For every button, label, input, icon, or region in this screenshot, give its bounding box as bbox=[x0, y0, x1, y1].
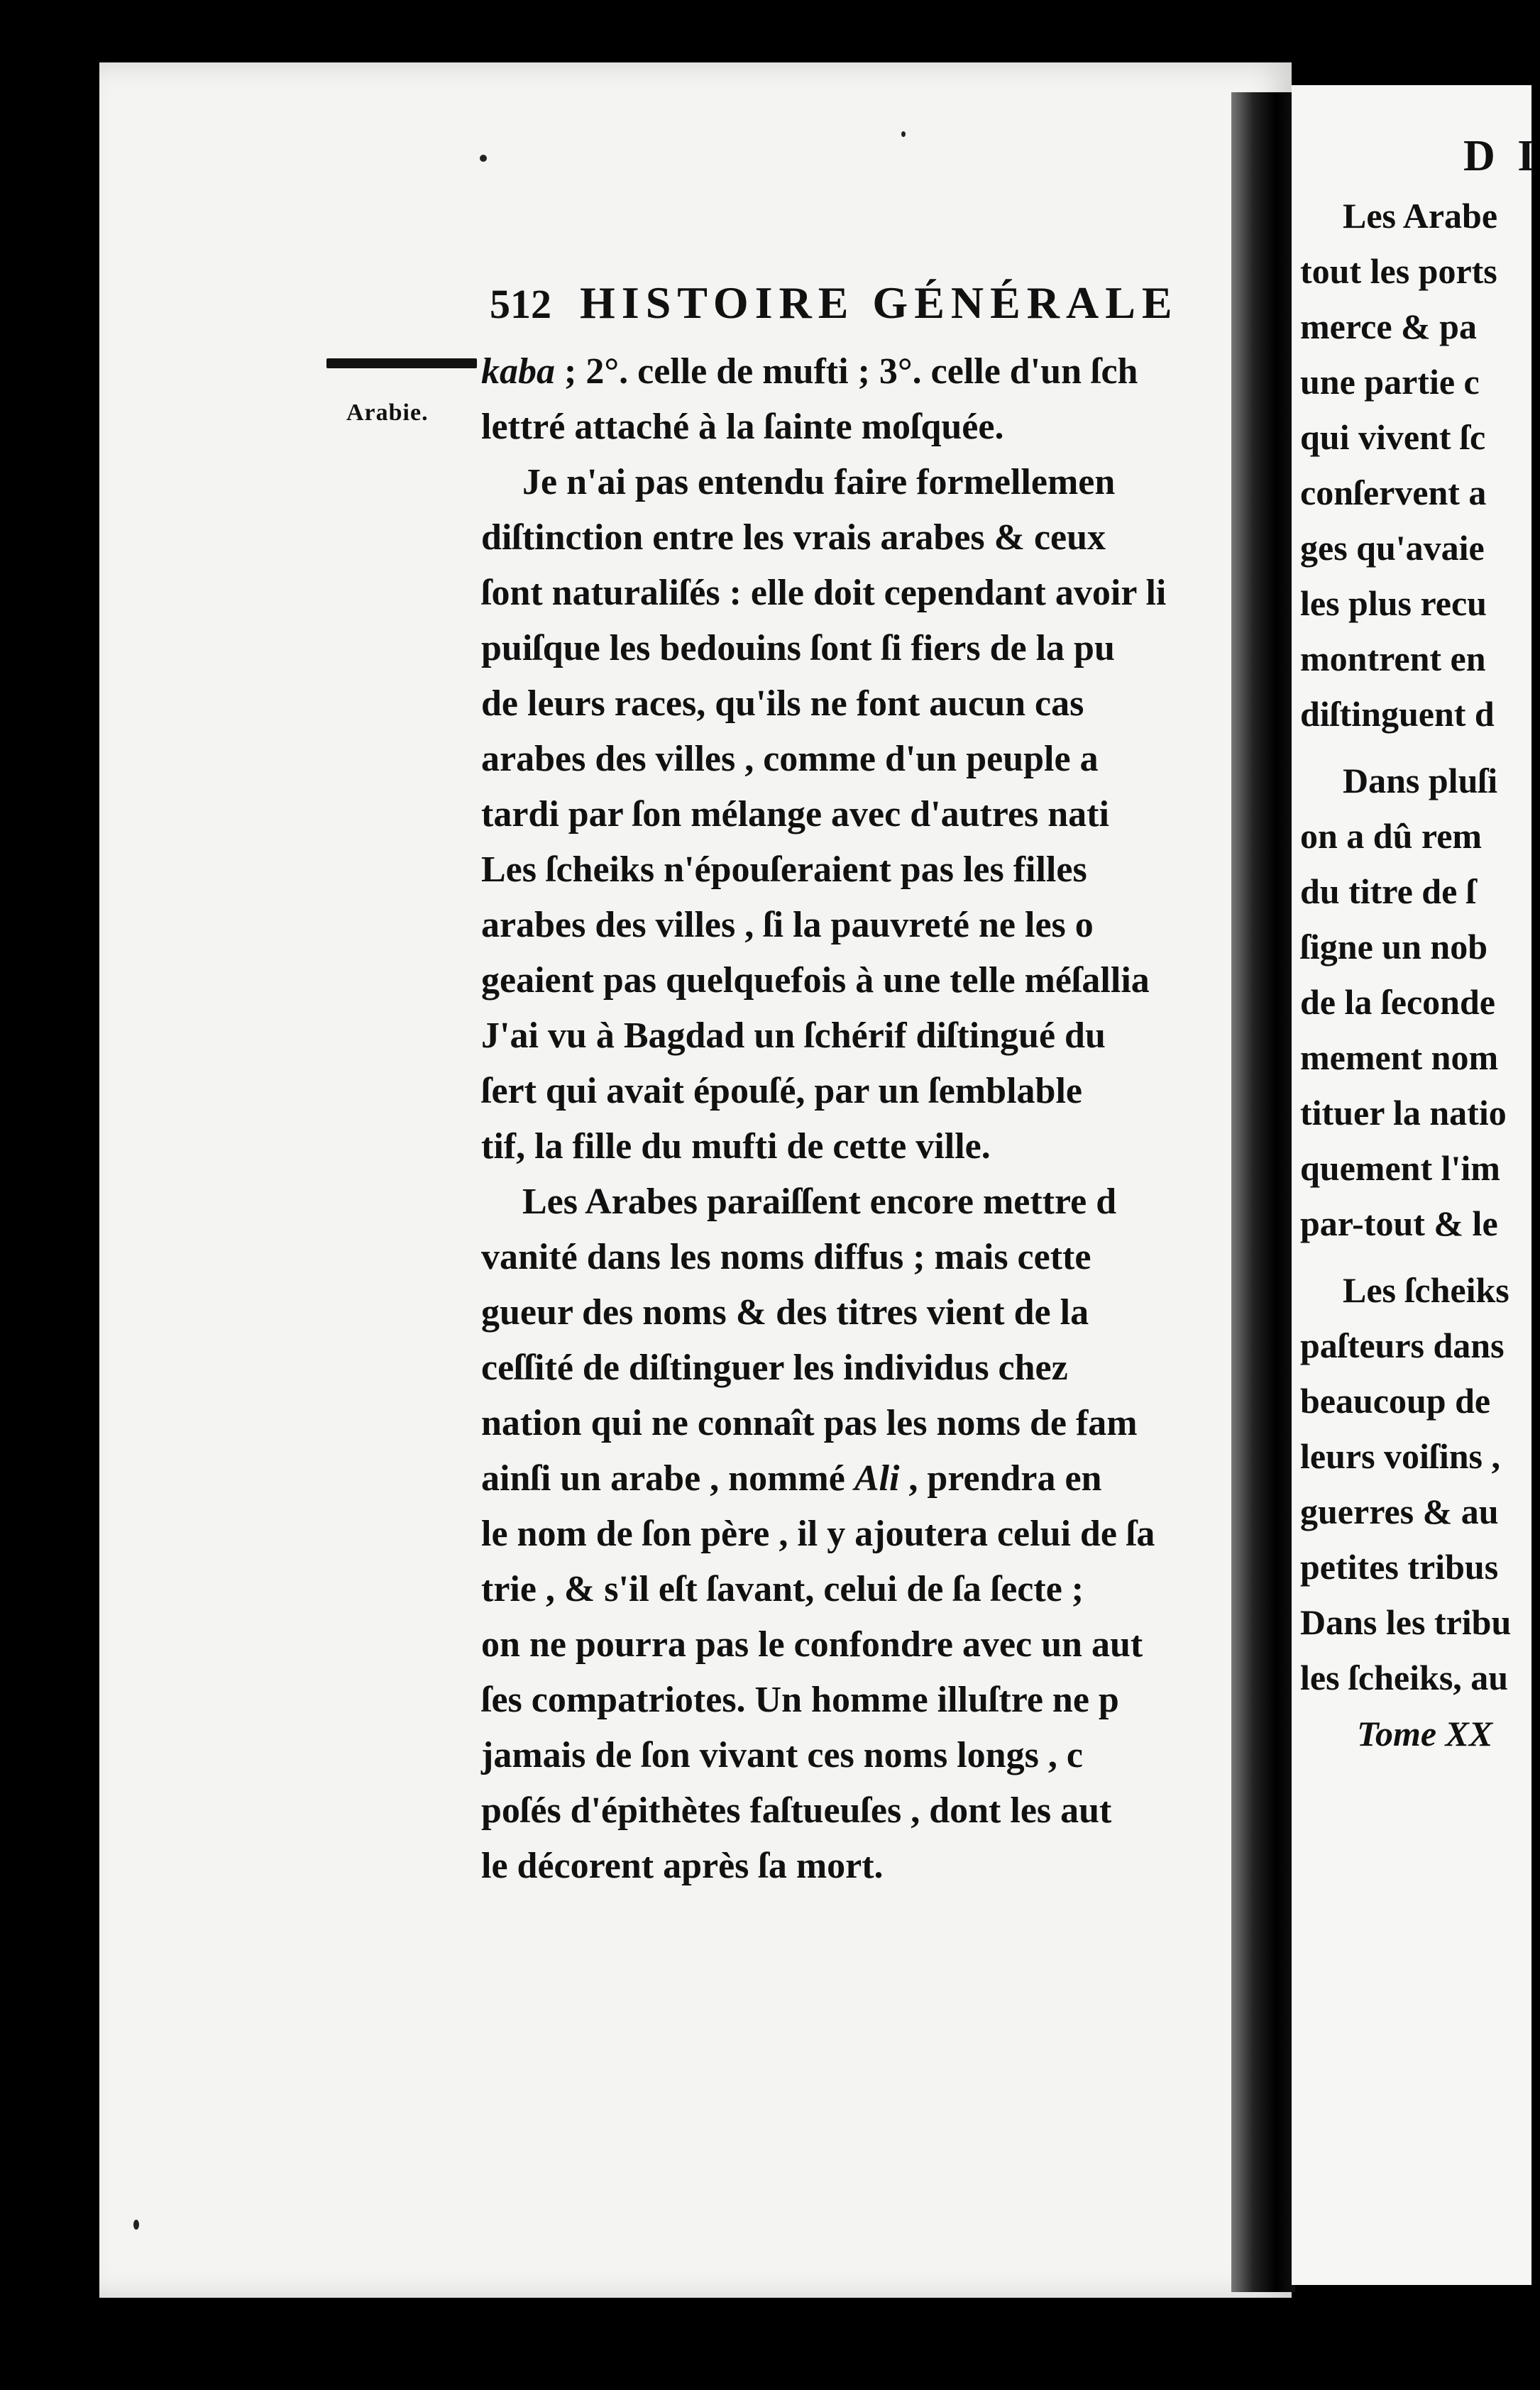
text-segment: arabes des villes , comme d'un peuple a bbox=[481, 739, 1099, 779]
text-line bbox=[481, 621, 1276, 676]
text-segment: Les ſcheiks n'épouſeraient pas les filles bbox=[481, 849, 1087, 890]
right-text-line: tituer la natio bbox=[1300, 1093, 1507, 1133]
ink-speck bbox=[901, 131, 906, 137]
text-segment: on ne pourra pas le confondre avec un aut bbox=[481, 1624, 1143, 1665]
text-segment: tardi par ſon mélange avec d'autres nati bbox=[481, 794, 1109, 835]
text-line bbox=[481, 1174, 1276, 1230]
text-line bbox=[481, 1285, 1276, 1340]
right-text-line: du titre de ſ bbox=[1300, 871, 1476, 911]
text-segment: diſtinction entre les vrais arabes & ceux bbox=[481, 517, 1106, 558]
right-text-line: par-tout & le bbox=[1300, 1204, 1498, 1243]
right-text-line: on a dû rem bbox=[1300, 816, 1483, 856]
right-running-title: D I bbox=[1463, 132, 1540, 180]
text-line bbox=[481, 1119, 1276, 1174]
text-line bbox=[481, 1340, 1276, 1396]
text-segment: jamais de ſon vivant ces noms longs , c bbox=[481, 1735, 1083, 1775]
page-header bbox=[490, 277, 1270, 341]
text-line bbox=[481, 1783, 1276, 1839]
text-segment: lettré attaché à la ſainte moſquée. bbox=[481, 407, 1004, 447]
text-line bbox=[481, 1507, 1276, 1562]
running-title: HISTOIRE GÉNÉRALE bbox=[580, 277, 1179, 328]
text-segment: ſes compatriotes. Un homme illuſtre ne p bbox=[481, 1680, 1119, 1720]
text-line bbox=[481, 1728, 1276, 1783]
right-text-line: Les Arabe bbox=[1343, 196, 1498, 236]
right-text-line: tout les ports bbox=[1300, 251, 1497, 291]
text-segment: Je n'ai pas entendu faire formellemen bbox=[522, 462, 1116, 502]
text-line bbox=[481, 953, 1276, 1008]
right-text-line: conſervent a bbox=[1300, 473, 1487, 512]
italic-word: Ali bbox=[854, 1458, 900, 1499]
text-segment: le nom de ſon père , il y ajoutera celui de ſa bbox=[481, 1514, 1155, 1554]
text-segment: puiſque les bedouins ſont ſi fiers de la pu bbox=[481, 628, 1115, 668]
text-line bbox=[481, 787, 1276, 842]
text-line bbox=[481, 898, 1276, 953]
text-segment: arabes des villes , ſi la pauvreté ne les o bbox=[481, 905, 1094, 945]
text-line bbox=[481, 1451, 1276, 1507]
text-line bbox=[481, 1230, 1276, 1285]
right-text-line: Les ſcheiks bbox=[1343, 1270, 1509, 1310]
body-text bbox=[481, 344, 1276, 1905]
margin-rule bbox=[326, 358, 477, 368]
right-text-line: diſtinguent d bbox=[1300, 694, 1495, 734]
right-text-line: quement l'im bbox=[1300, 1148, 1500, 1188]
right-text-line: beaucoup de bbox=[1300, 1381, 1491, 1421]
right-text-line: petites tribus bbox=[1300, 1547, 1499, 1587]
text-segment: gueur des noms & des titres vient de la bbox=[481, 1292, 1089, 1333]
text-line bbox=[481, 732, 1276, 787]
text-segment: ; 2°. celle de mufti ; 3°. celle d'un ſch bbox=[555, 351, 1138, 392]
page-number: 512 bbox=[490, 281, 551, 327]
right-text-line: Dans les tribu bbox=[1300, 1602, 1512, 1642]
text-segment: ſont naturaliſés : elle doit cependant avoir li bbox=[481, 573, 1167, 613]
right-text-line: merce & pa bbox=[1300, 307, 1477, 346]
right-page-text bbox=[1300, 114, 1540, 1762]
text-line bbox=[481, 400, 1276, 455]
text-segment: vanité dans les noms diffus ; mais cette bbox=[481, 1237, 1091, 1277]
text-line bbox=[481, 1396, 1276, 1451]
ink-speck bbox=[480, 155, 487, 162]
right-text-line: qui vivent ſc bbox=[1300, 417, 1486, 457]
text-line bbox=[481, 1064, 1276, 1119]
right-text-line: montrent en bbox=[1300, 639, 1486, 678]
right-text-line: ſigne un nob bbox=[1300, 927, 1488, 967]
right-text-line: paſteurs dans bbox=[1300, 1326, 1505, 1365]
right-text-line: leurs voiſins , bbox=[1300, 1436, 1500, 1476]
right-text-line: mement nom bbox=[1300, 1037, 1499, 1077]
text-line bbox=[481, 676, 1276, 732]
text-line bbox=[481, 1673, 1276, 1728]
right-page bbox=[1292, 85, 1540, 2285]
right-text-line: de la ſeconde bbox=[1300, 982, 1495, 1022]
text-segment: tif, la fille du mufti de cette ville. bbox=[481, 1126, 991, 1167]
right-text-line: Dans pluſi bbox=[1343, 761, 1498, 800]
text-line bbox=[481, 455, 1276, 510]
text-segment: nation qui ne connaît pas les noms de fam bbox=[481, 1403, 1138, 1443]
text-line bbox=[481, 510, 1276, 566]
text-line bbox=[481, 344, 1276, 400]
text-line bbox=[481, 1839, 1276, 1894]
margin-note: Arabie. bbox=[346, 400, 429, 426]
text-segment: ainſi un arabe , nommé bbox=[481, 1458, 854, 1499]
text-segment: J'ai vu à Bagdad un ſchérif diſtingué du bbox=[481, 1015, 1106, 1056]
text-line bbox=[481, 566, 1276, 621]
text-line bbox=[481, 1562, 1276, 1617]
right-text-line: les plus recu bbox=[1300, 583, 1487, 623]
text-line bbox=[481, 1617, 1276, 1673]
ink-speck bbox=[133, 2220, 139, 2230]
volume-footer: Tome XX bbox=[1357, 1714, 1493, 1753]
text-segment: Les Arabes paraiſſent encore mettre d bbox=[522, 1182, 1117, 1222]
text-segment: ſert qui avait épouſé, par un ſemblable bbox=[481, 1071, 1082, 1111]
right-text-line: guerres & au bbox=[1300, 1492, 1499, 1531]
text-segment: trie , & s'il eſt ſavant, celui de ſa ſecte ; bbox=[481, 1569, 1084, 1609]
italic-word: kaba bbox=[481, 351, 555, 392]
text-segment: de leurs races, qu'ils ne font aucun cas bbox=[481, 683, 1084, 724]
right-text-line: les ſcheiks, au bbox=[1300, 1658, 1509, 1697]
text-segment: le décorent après ſa mort. bbox=[481, 1846, 884, 1886]
right-text-line: une partie c bbox=[1300, 362, 1480, 402]
text-line bbox=[481, 842, 1276, 898]
text-line bbox=[481, 1008, 1276, 1064]
text-segment: , prendra en bbox=[899, 1458, 1102, 1499]
text-segment: geaient pas quelquefois à une telle méſallia bbox=[481, 960, 1150, 1001]
text-segment: poſés d'épithètes faſtueuſes , dont les aut bbox=[481, 1790, 1112, 1831]
book-gutter bbox=[1231, 92, 1295, 2292]
text-segment: ceſſité de diſtinguer les individus chez bbox=[481, 1348, 1068, 1388]
right-text-line: ges qu'avaie bbox=[1300, 528, 1485, 568]
